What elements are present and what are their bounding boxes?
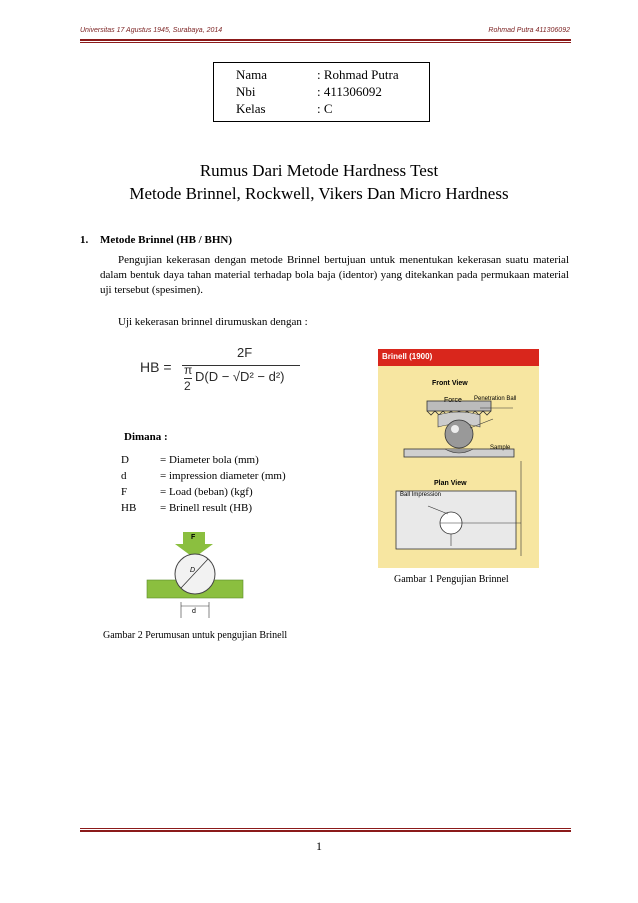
- def-symbol: d: [121, 470, 127, 482]
- identity-value-kelas: : C: [317, 101, 333, 116]
- front-view-label: Front View: [432, 380, 468, 387]
- illustration-svg: [145, 530, 245, 620]
- identity-label-kelas: Kelas: [236, 101, 266, 116]
- page-title-line2: Metode Brinnel, Rockwell, Vikers Dan Micro Hardness: [129, 184, 509, 203]
- illustration-f-label: F: [191, 534, 196, 541]
- page-title-line1: Rumus Dari Metode Hardness Test: [199, 161, 439, 180]
- header-rule: [80, 39, 571, 41]
- formula-lhs: HB =: [140, 359, 172, 375]
- figure-banner: [378, 349, 539, 366]
- def-description: = Load (beban) (kgf): [160, 486, 253, 498]
- identity-label-name: Nama: [236, 67, 268, 82]
- ball-impression-label: Ball Impression: [400, 492, 442, 498]
- def-symbol: F: [121, 486, 128, 498]
- formula-numerator: 2F: [237, 345, 253, 360]
- identity-label-nbi: Nbi: [236, 84, 256, 99]
- formula-two: 2: [184, 379, 191, 393]
- page-number: 1: [316, 839, 322, 853]
- definitions-heading: Dimana :: [124, 431, 168, 443]
- ball-highlight-shape: [451, 425, 459, 433]
- formula-denominator: D(D − √D² − d²): [195, 369, 285, 384]
- header-right: Rohmad Putra 411306092: [488, 27, 570, 34]
- identity-value-name: : Rohmad Putra: [317, 67, 399, 82]
- fraction-bar: [182, 365, 300, 366]
- plan-view-label: Plan View: [434, 480, 467, 487]
- header-left: Universitas 17 Agustus 1945, Surabaya, 2014: [80, 27, 223, 34]
- def-description: = impression diameter (mm): [160, 470, 286, 482]
- illustration-impression-label: d: [192, 608, 196, 615]
- formula-pi: π: [184, 363, 193, 377]
- brinell-diagram-figure: [378, 349, 539, 568]
- figure-banner-text: Brinell (1900): [382, 352, 433, 361]
- footer-rule: [80, 830, 571, 832]
- brinell-formula-illustration: [145, 530, 245, 620]
- def-symbol: D: [121, 454, 129, 466]
- header-rule-thin: [80, 42, 571, 43]
- def-description: = Brinell result (HB): [160, 502, 253, 514]
- identity-box: [213, 62, 430, 122]
- def-symbol: HB: [121, 502, 137, 514]
- penetration-ball-label: Penetration Ball: [474, 396, 517, 402]
- figure2-caption: Gambar 2 Perumusan untuk pengujian Brinell: [103, 630, 288, 641]
- section-paragraph: Pengujian kekerasan dengan metode Brinnel bertujuan untuk menentukan kekerasan suatu material dalam bentuk daya tahan material terhadap bola baja (identor) yang ditekankan pada permukaan material uji tersebut (spesimen).: [100, 254, 569, 296]
- identity-value-nbi: : 411306092: [317, 84, 382, 99]
- illustration-diameter-label: D: [190, 567, 196, 574]
- formula-intro: Uji kekerasan brinnel dirumuskan dengan :: [118, 316, 308, 328]
- footer-rule-thin: [80, 828, 571, 829]
- figure1-caption: Gambar 1 Pengujian Brinnel: [394, 574, 509, 585]
- force-label: Force: [444, 397, 462, 404]
- section-heading: Metode Brinnel (HB / BHN): [100, 234, 232, 246]
- section-number: 1.: [80, 234, 89, 246]
- def-description: = Diameter bola (mm): [160, 454, 259, 466]
- penetration-ball-shape: [445, 420, 473, 448]
- sample-label: Sample: [490, 445, 511, 451]
- brinell-formula: [140, 345, 310, 397]
